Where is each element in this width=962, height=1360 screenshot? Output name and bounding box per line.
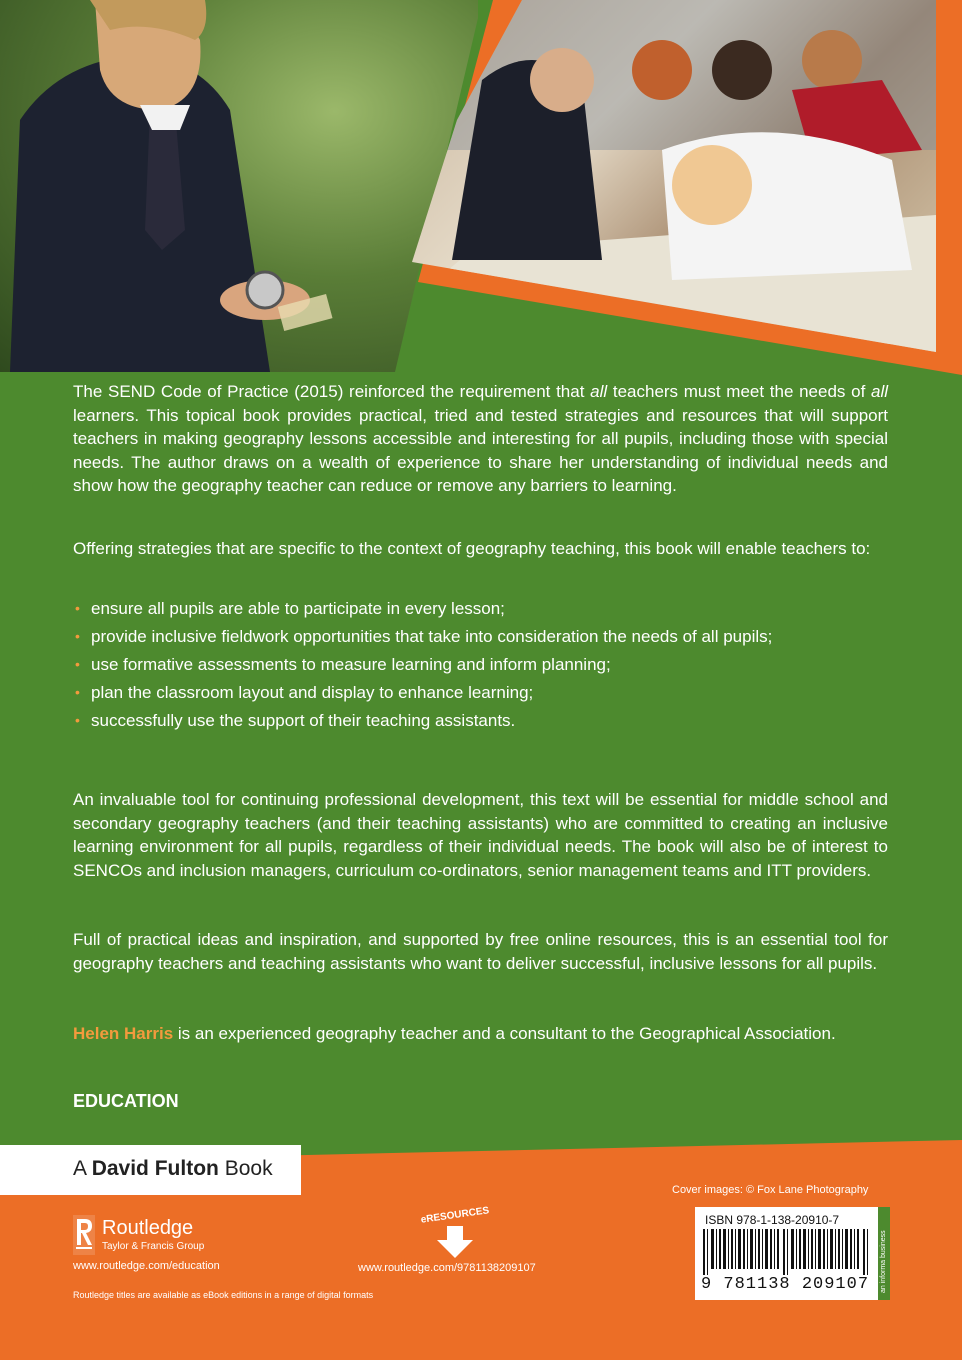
cover-credit: Cover images: © Fox Lane Photography bbox=[672, 1184, 869, 1196]
author-name: Helen Harris bbox=[73, 1024, 174, 1043]
eresources-url[interactable]: www.routledge.com/9781138209107 bbox=[358, 1262, 536, 1274]
list-item: • successfully use the support of their teaching assistants. bbox=[73, 709, 888, 733]
list-item: • provide inclusive fieldwork opportunities that take into consideration the needs of all pupils; bbox=[73, 625, 888, 649]
routledge-r-icon bbox=[73, 1215, 95, 1255]
list-item: • plan the classroom layout and display to enhance learning; bbox=[73, 681, 888, 705]
photo-pupil-compass bbox=[0, 0, 478, 372]
barcode-bars bbox=[703, 1229, 873, 1275]
download-arrow-icon bbox=[435, 1226, 475, 1260]
david-fulton-banner: A David Fulton Book bbox=[0, 1145, 301, 1195]
list-item: • use formative assessments to measure learning and inform planning; bbox=[73, 653, 888, 677]
eresources-badge: eRESOURCES bbox=[410, 1210, 500, 1260]
description-paragraph-3: An invaluable tool for continuing professional development, this text will be essential for middle school and secondary geography teachers (and their teaching assistants) who are committed to creating an inclusive learning environment for all pupils, regardless of their individual needs. The book will also be of interest to SENCOs and inclusion managers, curriculum co-ordinators, senior management teams and ITT providers. bbox=[73, 790, 888, 880]
category-label: EDUCATION bbox=[73, 1091, 179, 1111]
description-paragraph-2: Offering strategies that are specific to the context of geography teaching, this book will enable teachers to: bbox=[73, 539, 871, 558]
barcode bbox=[695, 1207, 878, 1300]
list-item: • ensure all pupils are able to participate in every lesson; bbox=[73, 597, 888, 621]
routledge-url[interactable]: www.routledge.com/education bbox=[73, 1260, 220, 1272]
ebook-note: Routledge titles are available as eBook editions in a range of digital formats bbox=[73, 1290, 374, 1300]
description-paragraph-1: The SEND Code of Practice (2015) reinforced the requirement that all teachers must meet the needs of all learners. This topical book provides practical, tried and tested strategies and resources that will support teachers in making geography lessons accessible and interesting for all pupils, including those with special needs. The author draws on a wealth of experience to share her understanding of individual needs and show how the geography teacher can reduce or remove any barriers to learning. bbox=[73, 382, 888, 495]
informa-strip: an informa business bbox=[878, 1207, 890, 1300]
isbn-label: ISBN 978-1-138-20910-7 bbox=[705, 1213, 840, 1227]
author-bio: Helen Harris is an experienced geography teacher and a consultant to the Geographical Association. bbox=[73, 1024, 836, 1043]
david-fulton-logo: David Fulton bbox=[91, 1157, 219, 1180]
description-paragraph-4: Full of practical ideas and inspiration, and supported by free online resources, this is an essential tool for geography teachers and teaching assistants who want to deliver successful, inclusive lessons for all pupils. bbox=[73, 930, 888, 973]
benefits-list bbox=[73, 597, 888, 737]
barcode-digits: 9 781138 209107 bbox=[701, 1275, 870, 1294]
